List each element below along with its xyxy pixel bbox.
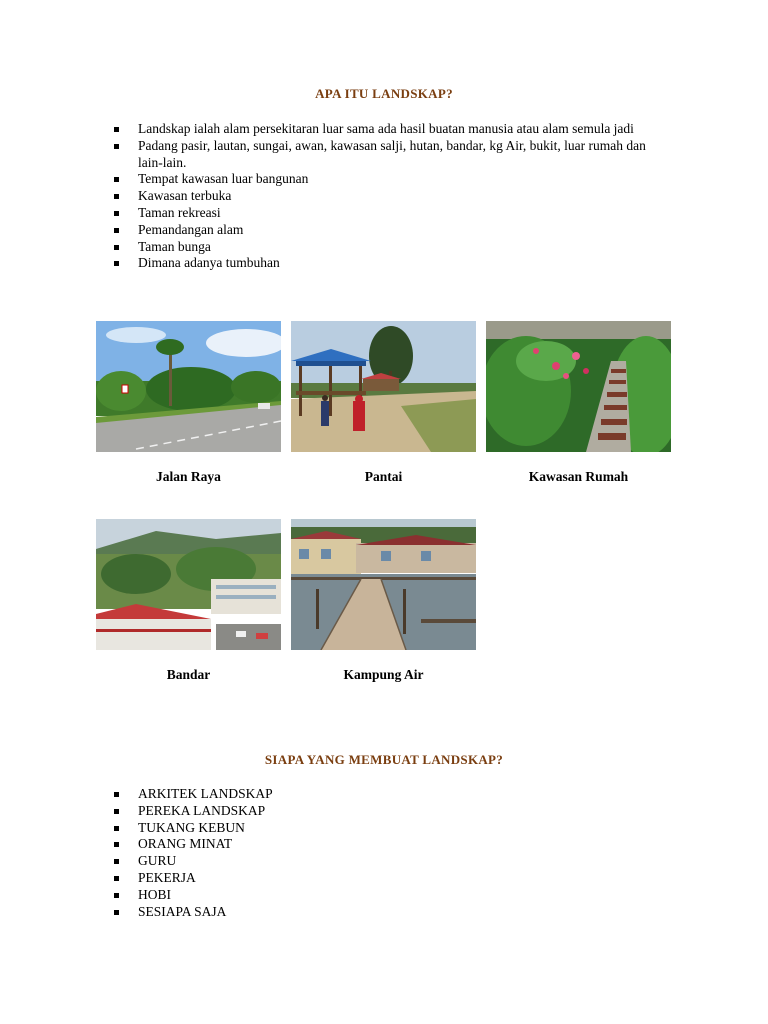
list-item: SESIAPA SAJA: [112, 904, 672, 921]
list-item: PEKERJA: [112, 870, 672, 887]
list-item: ARKITEK LANDSKAP: [112, 786, 672, 803]
photo-caption: Jalan Raya: [156, 469, 221, 484]
road-photo: [96, 321, 281, 452]
list-item: Taman rekreasi: [112, 205, 672, 222]
list-item: PEREKA LANDSKAP: [112, 803, 672, 820]
list-item: Kawasan terbuka: [112, 188, 672, 205]
beach-photo: [291, 321, 476, 452]
photo-caption: Pantai: [364, 469, 403, 484]
list-item: TUKANG KEBUN: [112, 820, 672, 837]
section1-heading: APA ITU LANDSKAP?: [315, 86, 453, 101]
list-item: Taman bunga: [112, 239, 672, 256]
photo-caption: Kawasan Rumah: [528, 469, 629, 484]
list-item: GURU: [112, 853, 672, 870]
section2-heading: SIAPA YANG MEMBUAT LANDSKAP?: [264, 752, 504, 767]
photo-caption: Bandar: [166, 667, 211, 682]
list-item: Landskap ialah alam persekitaran luar sama ada hasil buatan manusia atau alam semula jadi: [112, 121, 672, 138]
list-item: Tempat kawasan luar bangunan: [112, 171, 672, 188]
town-photo: [96, 519, 281, 650]
landscape-definition-list: [112, 121, 672, 272]
list-item: Pemandangan alam: [112, 222, 672, 239]
photo-caption: Kampung Air: [343, 667, 424, 682]
list-item: ORANG MINAT: [112, 836, 672, 853]
water-village-photo: [291, 519, 476, 650]
list-item: Dimana adanya tumbuhan: [112, 255, 672, 272]
landscape-makers-list: [112, 786, 672, 920]
garden-photo: [486, 321, 671, 452]
list-item: HOBI: [112, 887, 672, 904]
list-item: Padang pasir, lautan, sungai, awan, kawasan salji, hutan, bandar, kg Air, bukit, luar rumah dan lain-lain.: [112, 138, 672, 172]
